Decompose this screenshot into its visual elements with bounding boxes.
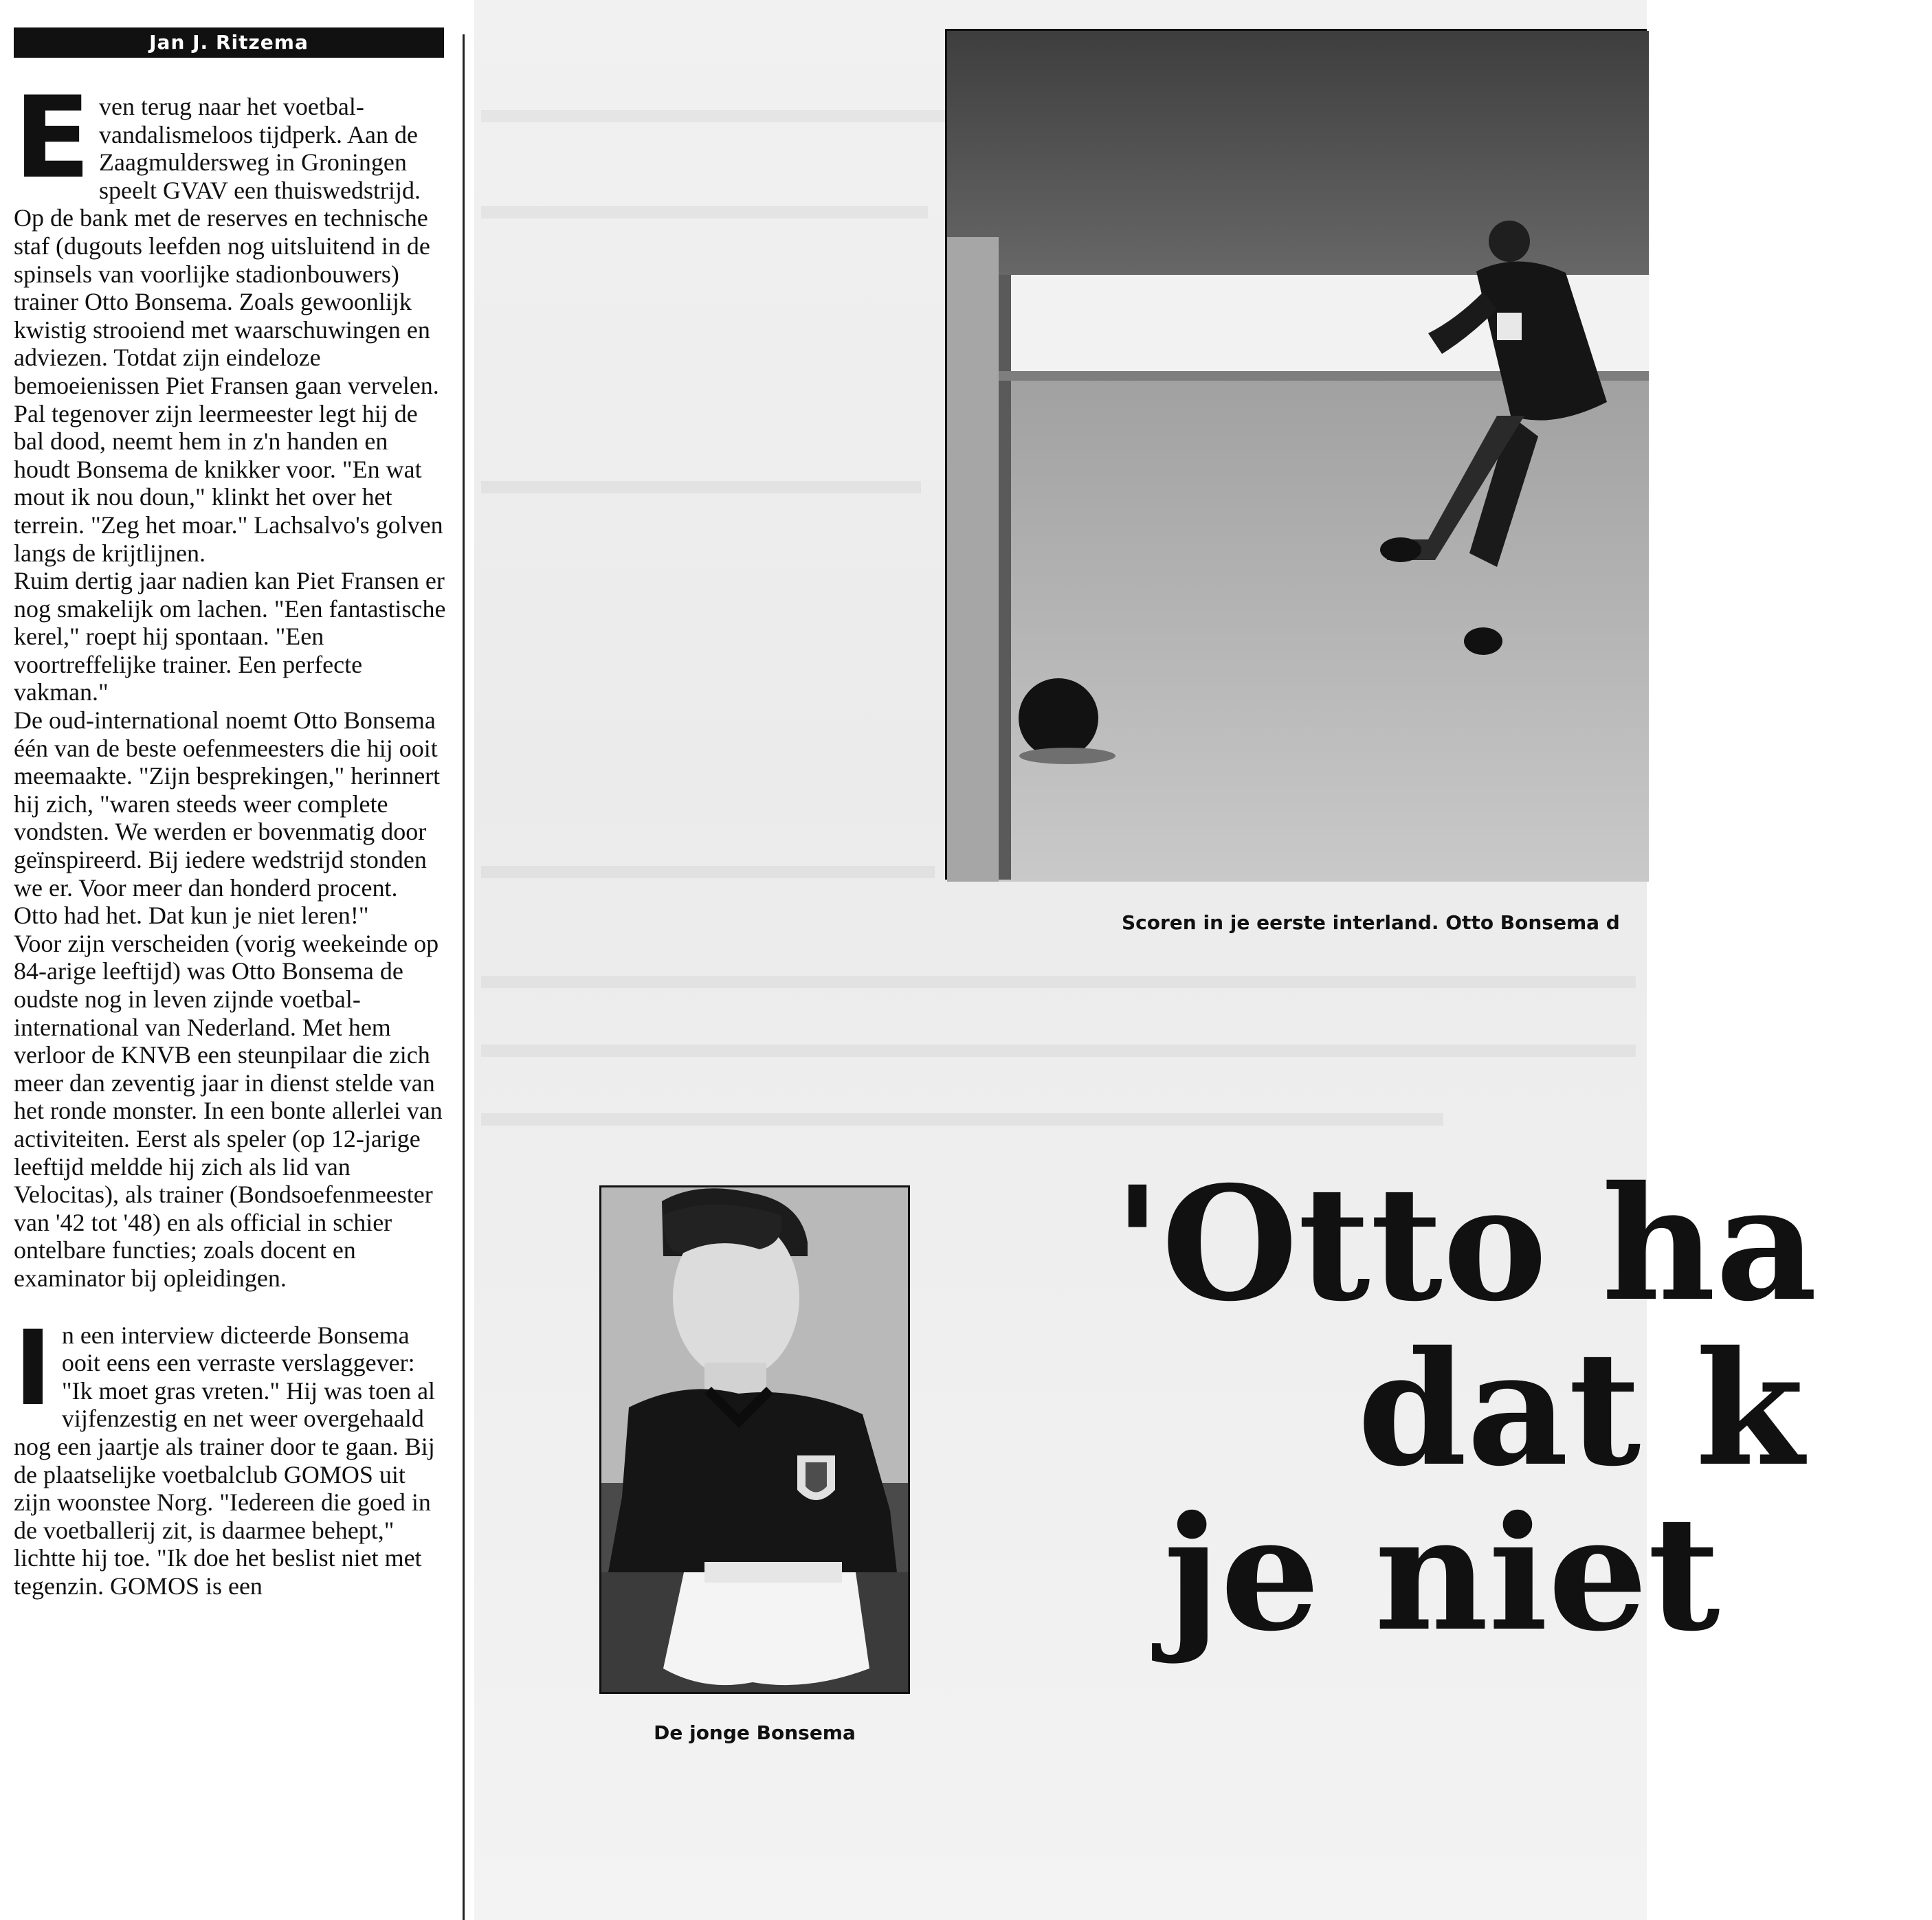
paragraph-3: De oud-international noemt Otto Bonsema één van de beste oefenmeesters die hij ooit meemaakte. "Zijn besprekingen," herinnert hij zich, "waren steeds weer complete vondsten. We werden er bovenmatig door geïnspireerd. Bij iedere wedstrijd stonden we er. Voor meer dan honderd procent. Otto had het. Dat kun je niet leren!" bbox=[14, 706, 441, 930]
drop-cap-e: E bbox=[14, 72, 91, 203]
bleed-through bbox=[481, 1045, 1636, 1057]
match-photo-caption: Scoren in je eerste interland. Otto Bonsema d bbox=[1122, 911, 1620, 934]
portrait-photo bbox=[599, 1185, 910, 1694]
column-rule bbox=[463, 34, 465, 1920]
bleed-through bbox=[481, 206, 928, 219]
paragraph-1 bbox=[14, 72, 447, 567]
portrait-caption: De jonge Bonsema bbox=[654, 1721, 856, 1744]
paragraph-5-text: n een interview dicteerde Bonsema ooit eens een verraste verslaggever: "Ik moet gras vreten." Hij was toen al vijfenzestig en net weer overgehaald nog een jaartje als trainer door te gaan. Bij de plaatselijke voetbalclub GOMOS uit zijn woonstee Norg. "Iedereen die goed in de voetballerij zit, is daarmee behept," lichtte hij toe. "Ik doe het beslist niet met tegenzin. GOMOS is een bbox=[14, 1321, 436, 1600]
paragraph-1-text: ven terug naar het voetbal-vandalismeloos tijdperk. Aan de Zaagmuldersweg in Groningen speelt GVAV een thuiswedstrijd. Op de bank met de reserves en technische staf (dugouts leefden nog uitsluitend in de spinsels van voorlijke stadionbouwers) trainer Otto Bonsema. Zoals gewoonlijk kwistig strooiend met waarschuwingen en adviezen. Totdat zijn eindeloze bemoeienissen Piet Fransen gaan vervelen. Pal tegenover zijn leermeester legt hij de bal dood, neemt hem in z'n handen en houdt Bonsema de knikker voor. "En wat mout ik nou doun," klinkt het over het terrein. "Zeg het moar." Lachsalvo's golven langs de krijtlijnen. bbox=[14, 93, 443, 567]
paragraph-4: Voor zijn verscheiden (vorig weekeinde op 84-arige leeftijd) was Otto Bonsema de oudste nog in leven zijnde voetbal-international van Nederland. Met hem verloor de KNVB een steunpilaar die zich meer dan zeventig jaar in dienst stelde van het ronde monster. In een bonte allerlei van activiteiten. Eerst als speler (op 12-jarige leeftijd meldde hij zich als lid van Velocitas), als trainer (Bondsoefenmeester van '42 tot '48) en als official in schier ontelbare functies; zoals docent en examinator bij opleidingen. bbox=[14, 929, 443, 1292]
byline: Jan J. Ritzema bbox=[14, 27, 444, 58]
bleed-through bbox=[481, 481, 921, 493]
portrait-photo-image bbox=[601, 1187, 908, 1692]
bleed-through bbox=[481, 866, 935, 878]
headline bbox=[1072, 1152, 1817, 1725]
headline-line-2: dat k bbox=[1357, 1317, 1804, 1501]
match-photo bbox=[945, 29, 1647, 880]
headline-line-1: 'Otto ha bbox=[1113, 1152, 1817, 1336]
paragraph-2: Ruim dertig jaar nadien kan Piet Fransen er nog smakelijk om lachen. "Een fantastische kerel," roept hij spontaan. "Een voortreffelijke trainer. Een perfecte vakman." bbox=[14, 567, 446, 706]
bleed-through bbox=[481, 1113, 1443, 1126]
headline-line-3: je niet bbox=[1164, 1482, 1720, 1666]
drop-cap-i: I bbox=[14, 1308, 52, 1429]
paragraph-5 bbox=[14, 1308, 447, 1600]
article-column bbox=[14, 72, 447, 1600]
match-photo-image bbox=[947, 31, 1649, 882]
bleed-through bbox=[481, 976, 1636, 988]
